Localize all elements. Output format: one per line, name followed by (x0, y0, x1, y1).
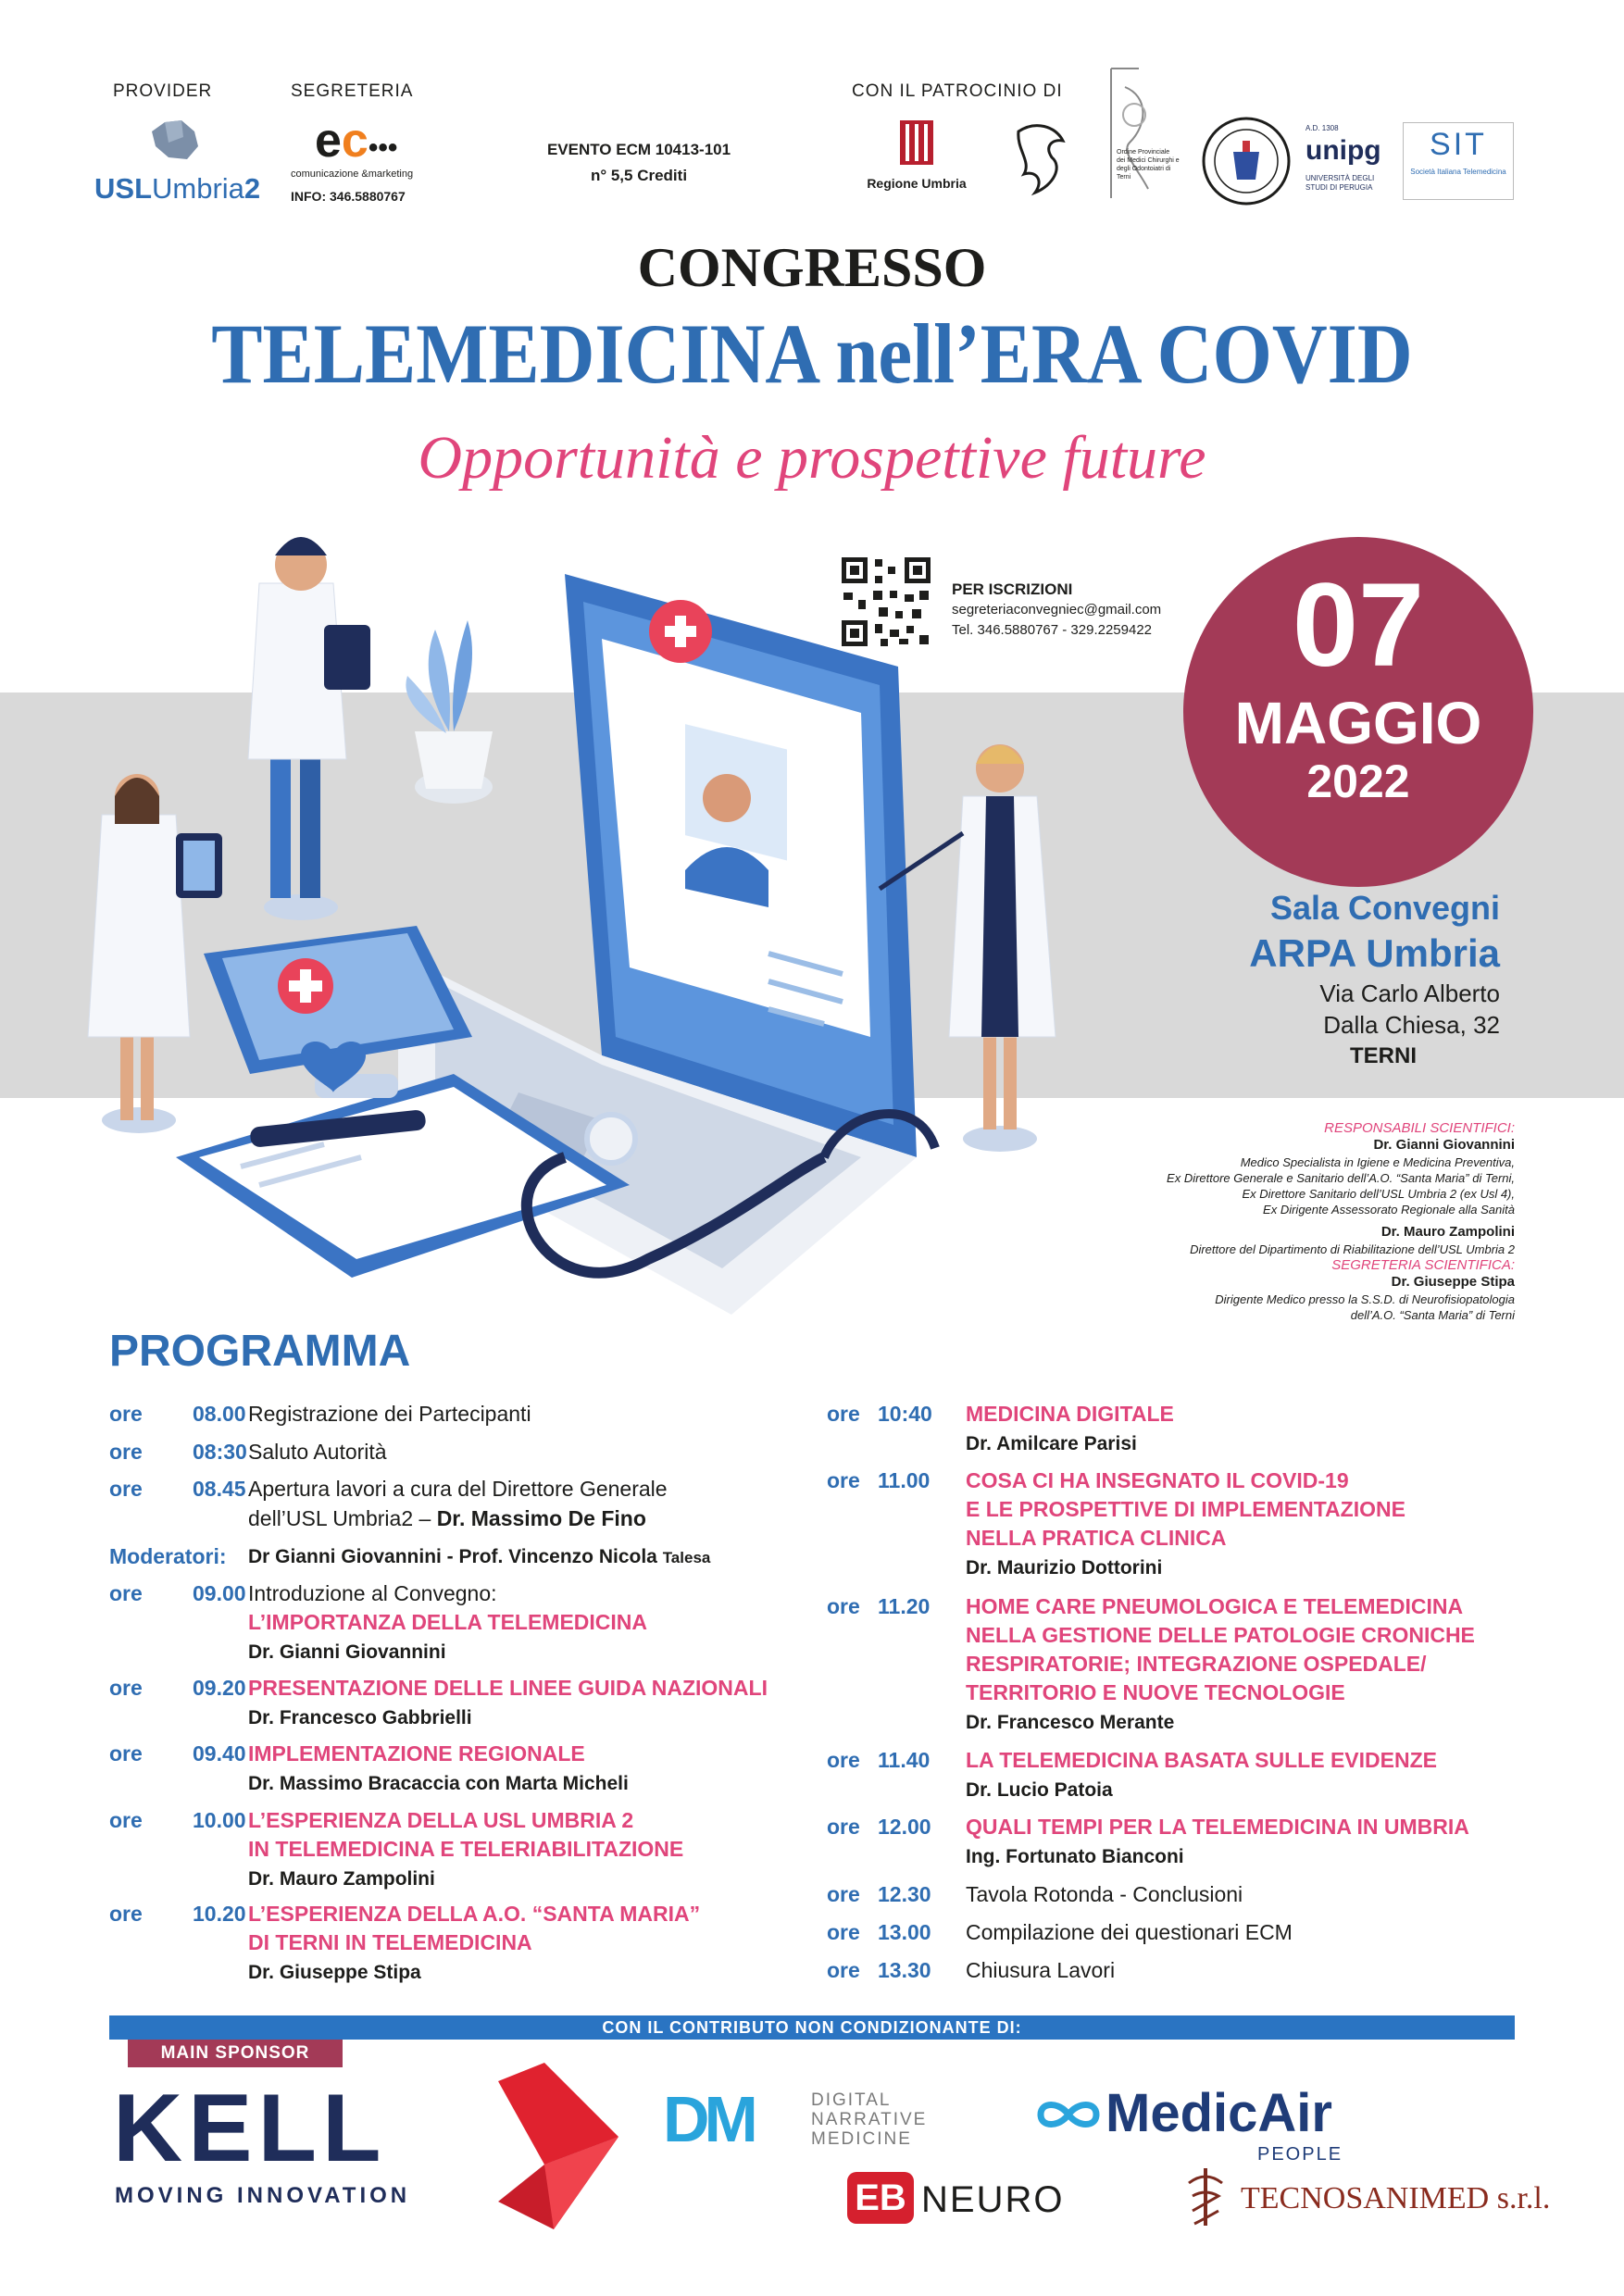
session-title: LA TELEMEDICINA BASATA SULLE EVIDENZE (966, 1748, 1437, 1772)
speaker: Dr. Mauro Zampolini (248, 1868, 435, 1890)
provider-label: PROVIDER (113, 81, 213, 101)
ec-logo-sub: comunicazione &marketing (291, 168, 414, 180)
unipg-logo (1305, 115, 1407, 217)
session-title: DI TERNI IN TELEMEDICINA (248, 1930, 532, 1954)
venue-line1: Sala Convegni (1269, 889, 1500, 927)
time: 13.30 (878, 1958, 931, 1982)
ebneuro-name: NEURO (921, 2179, 1065, 2220)
session-title: PRESENTAZIONE DELLE LINEE GUIDA NAZIONALI (248, 1676, 768, 1700)
session-title: COSA CI HA INSEGNATO IL COVID-19 (966, 1468, 1349, 1492)
ore-label: ore (109, 1902, 143, 1926)
session-title: MEDICINA DIGITALE (966, 1402, 1174, 1426)
moderators-row (109, 1542, 813, 1571)
caduceus-icon (1176, 2165, 1235, 2229)
unipg-name: unipg (1305, 135, 1381, 166)
date-circle (1183, 537, 1533, 887)
dnm-mark: DM (663, 2083, 753, 2155)
iscrizioni-label: PER ISCRIZIONI (952, 580, 1073, 598)
resp1-desc-3: Ex Direttore Sanitario dell’USL Umbria 2 (ex Usl 4), (1242, 1187, 1515, 1201)
session-title: L’ESPERIENZA DELLA A.O. “SANTA MARIA” (248, 1902, 701, 1926)
ore-label: ore (827, 1958, 860, 1982)
doctor-man-figure (248, 537, 370, 920)
program-row (109, 1806, 813, 1895)
kell-logo (113, 2075, 483, 2216)
segr-desc-1: Dirigente Medico presso la S.S.D. di Neurofisiopatologia (1215, 1292, 1515, 1306)
time: 09.00 (193, 1581, 246, 1605)
item-text: Tavola Rotonda - Conclusioni (966, 1882, 1243, 1906)
resp2-desc: Direttore del Dipartimento di Riabilitazione dell’USL Umbria 2 (1190, 1242, 1515, 1256)
unipg-ad: A.D. 1308 (1305, 124, 1339, 132)
medicair-name: MedicAir (1106, 2083, 1332, 2143)
kell-name: KELL (113, 2075, 387, 2182)
comune-terni-logo (1007, 113, 1081, 206)
item-text: Saluto Autorità (248, 1440, 387, 1464)
time: 12.30 (878, 1882, 931, 1906)
time: 11.40 (878, 1748, 931, 1772)
medicair-logo (1035, 2083, 1387, 2166)
tecnosanimed-logo (1176, 2165, 1551, 2229)
logo-umbria: Umbria (152, 172, 244, 205)
program-row (827, 1813, 1530, 1874)
moderators-small: Talesa (662, 1549, 711, 1566)
speaker: Dr. Massimo De Fino (436, 1506, 646, 1530)
dnm-line1: DIGITAL (811, 2090, 892, 2110)
venue-line2: ARPA Umbria (1249, 931, 1500, 975)
ecm-event: EVENTO ECM 10413-101 (546, 141, 731, 158)
item-text: Registrazione dei Partecipanti (248, 1402, 531, 1426)
speaker: Dr. Amilcare Parisi (966, 1433, 1137, 1454)
item-text: Apertura lavori a cura del Direttore Generale (248, 1477, 668, 1501)
time: 08:30 (193, 1440, 247, 1464)
ebneuro-mark: EB (847, 2172, 914, 2224)
segreteria-label: SEGRETERIA (291, 81, 414, 101)
ore-label: ore (109, 1676, 143, 1700)
speaker: Dr. Massimo Bracaccia con Marta Micheli (248, 1773, 629, 1794)
session-title: TERRITORIO E NUOVE TECNOLOGIE (966, 1680, 1345, 1704)
main-sponsor-label: MAIN SPONSOR (128, 2040, 343, 2067)
dnm-logo (663, 2083, 941, 2155)
program-row (109, 1740, 813, 1801)
session-title: HOME CARE PNEUMOLOGICA E TELEMEDICINA (966, 1594, 1464, 1618)
ore-label: ore (827, 1402, 860, 1426)
time: 12.00 (878, 1815, 931, 1839)
session-title: IN TELEMEDICINA E TELERIABILITAZIONE (248, 1837, 684, 1861)
venue-block (1148, 887, 1500, 1072)
segr-label: SEGRETERIA SCIENTIFICA: (1331, 1257, 1515, 1273)
item-text: Compilazione dei questionari ECM (966, 1920, 1293, 1944)
asl-seal-logo (1200, 115, 1293, 207)
ore-label: ore (827, 1748, 860, 1772)
program-row (827, 1466, 1530, 1585)
ordine-medici-logo (1083, 59, 1185, 207)
session-title: RESPIRATORIE; INTEGRAZIONE OSPEDALE/ (966, 1652, 1427, 1676)
subtitle: Opportunità e prospettive future (418, 424, 1206, 492)
time: 09.40 (193, 1741, 246, 1766)
kell-chevron-icon (489, 2063, 628, 2229)
program-row (827, 1400, 1530, 1461)
speaker: Dr. Lucio Patoia (966, 1779, 1113, 1801)
ore-label: ore (109, 1402, 143, 1426)
ec-logo: ec••• comunicazione &marketing INFO: 346.5880767 (291, 114, 414, 204)
dnm-line2: NARRATIVE (811, 2110, 928, 2129)
date-day: 07 (1292, 559, 1425, 692)
ore-label: ore (827, 1920, 860, 1944)
ecm-info (537, 137, 741, 189)
speaker: Dr. Francesco Merante (966, 1712, 1175, 1733)
session-title: NELLA GESTIONE DELLE PATOLOGIE CRONICHE (966, 1623, 1475, 1647)
venue-address2: Dalla Chiesa, 32 (1323, 1011, 1500, 1039)
program-heading: PROGRAMMA (109, 1327, 411, 1376)
patrocinio-label: CON IL PATROCINIO DI (852, 81, 1063, 101)
speaker: Ing. Fortunato Bianconi (966, 1846, 1184, 1867)
tecnosanimed-name: TECNOSANIMED s.r.l. (1241, 2181, 1551, 2215)
sit-name: SIT (1430, 127, 1487, 162)
umbria-region-icon (146, 119, 202, 161)
iscrizioni-block (952, 580, 1161, 641)
qr-code-icon (838, 554, 934, 650)
telemedicine-illustration (83, 518, 1102, 1333)
session-title: NELLA PRATICA CLINICA (966, 1526, 1227, 1550)
segreteria-info: INFO: 346.5880767 (291, 189, 406, 204)
ore-label: ore (827, 1815, 860, 1839)
resp1-desc-4: Ex Dirigente Assessorato Regionale alla Sanità (1263, 1203, 1515, 1217)
time: 08.45 (193, 1477, 246, 1501)
date-year: 2022 (1306, 755, 1410, 807)
program-row (109, 1579, 813, 1668)
iscrizioni-email: segreteriaconvegniec@gmail.com (952, 602, 1162, 618)
program-row (109, 1475, 794, 1536)
program-row (827, 1918, 1293, 1947)
time: 11.20 (878, 1594, 931, 1618)
session-title: QUALI TEMPI PER LA TELEMEDICINA IN UMBRIA (966, 1815, 1469, 1839)
iscrizioni-tel: Tel. 346.5880767 - 329.2259422 (952, 622, 1153, 638)
ordine-medici-text: Ordine Provinciale dei Medici Chirurghi e degli Odontoiatri di Terni (1117, 149, 1180, 181)
ore-label: ore (827, 1468, 860, 1492)
seal-icon (1200, 115, 1293, 207)
medicair-people: PEOPLE (1257, 2144, 1343, 2165)
program-row (109, 1400, 531, 1429)
program-row (109, 1438, 387, 1466)
aesculapius-icon (1083, 59, 1185, 207)
moderators-text: Dr Gianni Giovannini - Prof. Vincenzo Nicola (248, 1546, 657, 1567)
congress-kicker: CONGRESSO (637, 237, 987, 298)
sponsor-bar: CON IL CONTRIBUTO NON CONDIZIONANTE DI: (109, 2015, 1515, 2040)
sit-logo (1403, 122, 1514, 200)
venue-city: TERNI (1350, 1043, 1417, 1068)
time: 09.20 (193, 1676, 246, 1700)
plant-icon (406, 620, 493, 804)
venue-address1: Via Carlo Alberto (1319, 980, 1500, 1007)
regione-umbria-crest-icon (898, 119, 935, 167)
item-text: dell’USL Umbria2 – (248, 1506, 437, 1530)
time: 10:40 (878, 1402, 932, 1426)
item-text: Chiusura Lavori (966, 1958, 1116, 1982)
ore-label: ore (827, 1882, 860, 1906)
resp1-desc-2: Ex Direttore Generale e Sanitario dell’A.O. “Santa Maria” di Terni, (1167, 1171, 1515, 1185)
segr-desc-2: dell’A.O. “Santa Maria” di Terni (1350, 1308, 1515, 1322)
time: 13.00 (878, 1920, 931, 1944)
infinity-icon (1035, 2096, 1102, 2133)
logo-usl: USL (94, 172, 152, 205)
session-title: IMPLEMENTAZIONE REGIONALE (248, 1741, 585, 1766)
program-row (827, 1592, 1530, 1739)
session-title: E LE PROSPETTIVE DI IMPLEMENTAZIONE (966, 1497, 1405, 1521)
ore-label: ore (109, 1808, 143, 1832)
usl-umbria2-logo (94, 119, 261, 207)
segr-name: Dr. Giuseppe Stipa (1391, 1274, 1515, 1290)
program-row (827, 1746, 1530, 1807)
session-title: L’IMPORTANZA DELLA TELEMEDICINA (248, 1610, 648, 1634)
time: 10.00 (193, 1808, 246, 1832)
item-text: Introduzione al Convegno: (248, 1581, 497, 1605)
resp-label: RESPONSABILI SCIENTIFICI: (1324, 1120, 1515, 1136)
time: 11.00 (878, 1468, 931, 1492)
regione-umbria-logo (856, 119, 977, 202)
speaker: Dr. Maurizio Dottorini (966, 1557, 1163, 1578)
doctor-woman-left-figure (88, 774, 222, 1133)
time: 10.20 (193, 1902, 246, 1926)
sit-text: Società Italiana Telemedicina (1410, 168, 1506, 176)
program-row (109, 1900, 813, 1989)
date-month: MAGGIO (1234, 690, 1482, 756)
moderators-label: Moderatori: (109, 1544, 227, 1568)
ecm-credits: n° 5,5 Crediti (590, 167, 688, 184)
speaker: Dr. Francesco Gabbrielli (248, 1707, 472, 1728)
kell-tagline: MOVING INNOVATION (115, 2183, 411, 2208)
dnm-line3: MEDICINE (811, 2129, 912, 2149)
resp2-name: Dr. Mauro Zampolini (1380, 1224, 1515, 1240)
program-row (827, 1956, 1116, 1985)
ore-label: ore (109, 1477, 143, 1501)
ore-label: ore (109, 1440, 143, 1464)
ore-label: ore (827, 1594, 860, 1618)
scientific-block (1093, 1120, 1515, 1323)
resp1-desc-1: Medico Specialista in Igiene e Medicina Preventiva, (1240, 1155, 1515, 1169)
program-row (827, 1880, 1243, 1909)
main-title: TELEMEDICINA nell’ERA COVID (211, 306, 1413, 401)
regione-umbria-text: Regione Umbria (867, 176, 967, 191)
speaker: Dr. Gianni Giovannini (248, 1641, 446, 1663)
unipg-text: UNIVERSITÀ DEGLI STUDI DI PERUGIA (1305, 174, 1375, 192)
session-title: L’ESPERIENZA DELLA USL UMBRIA 2 (248, 1808, 634, 1832)
logo-2: 2 (244, 172, 261, 205)
ebneuro-logo (847, 2172, 1088, 2227)
speaker: Dr. Giuseppe Stipa (248, 1962, 421, 1983)
ore-label: ore (109, 1741, 143, 1766)
dragon-crest-icon (1007, 113, 1081, 206)
resp1-name: Dr. Gianni Giovannini (1373, 1137, 1515, 1153)
program-row (109, 1674, 813, 1735)
ore-label: ore (109, 1581, 143, 1605)
time: 08.00 (193, 1402, 246, 1426)
